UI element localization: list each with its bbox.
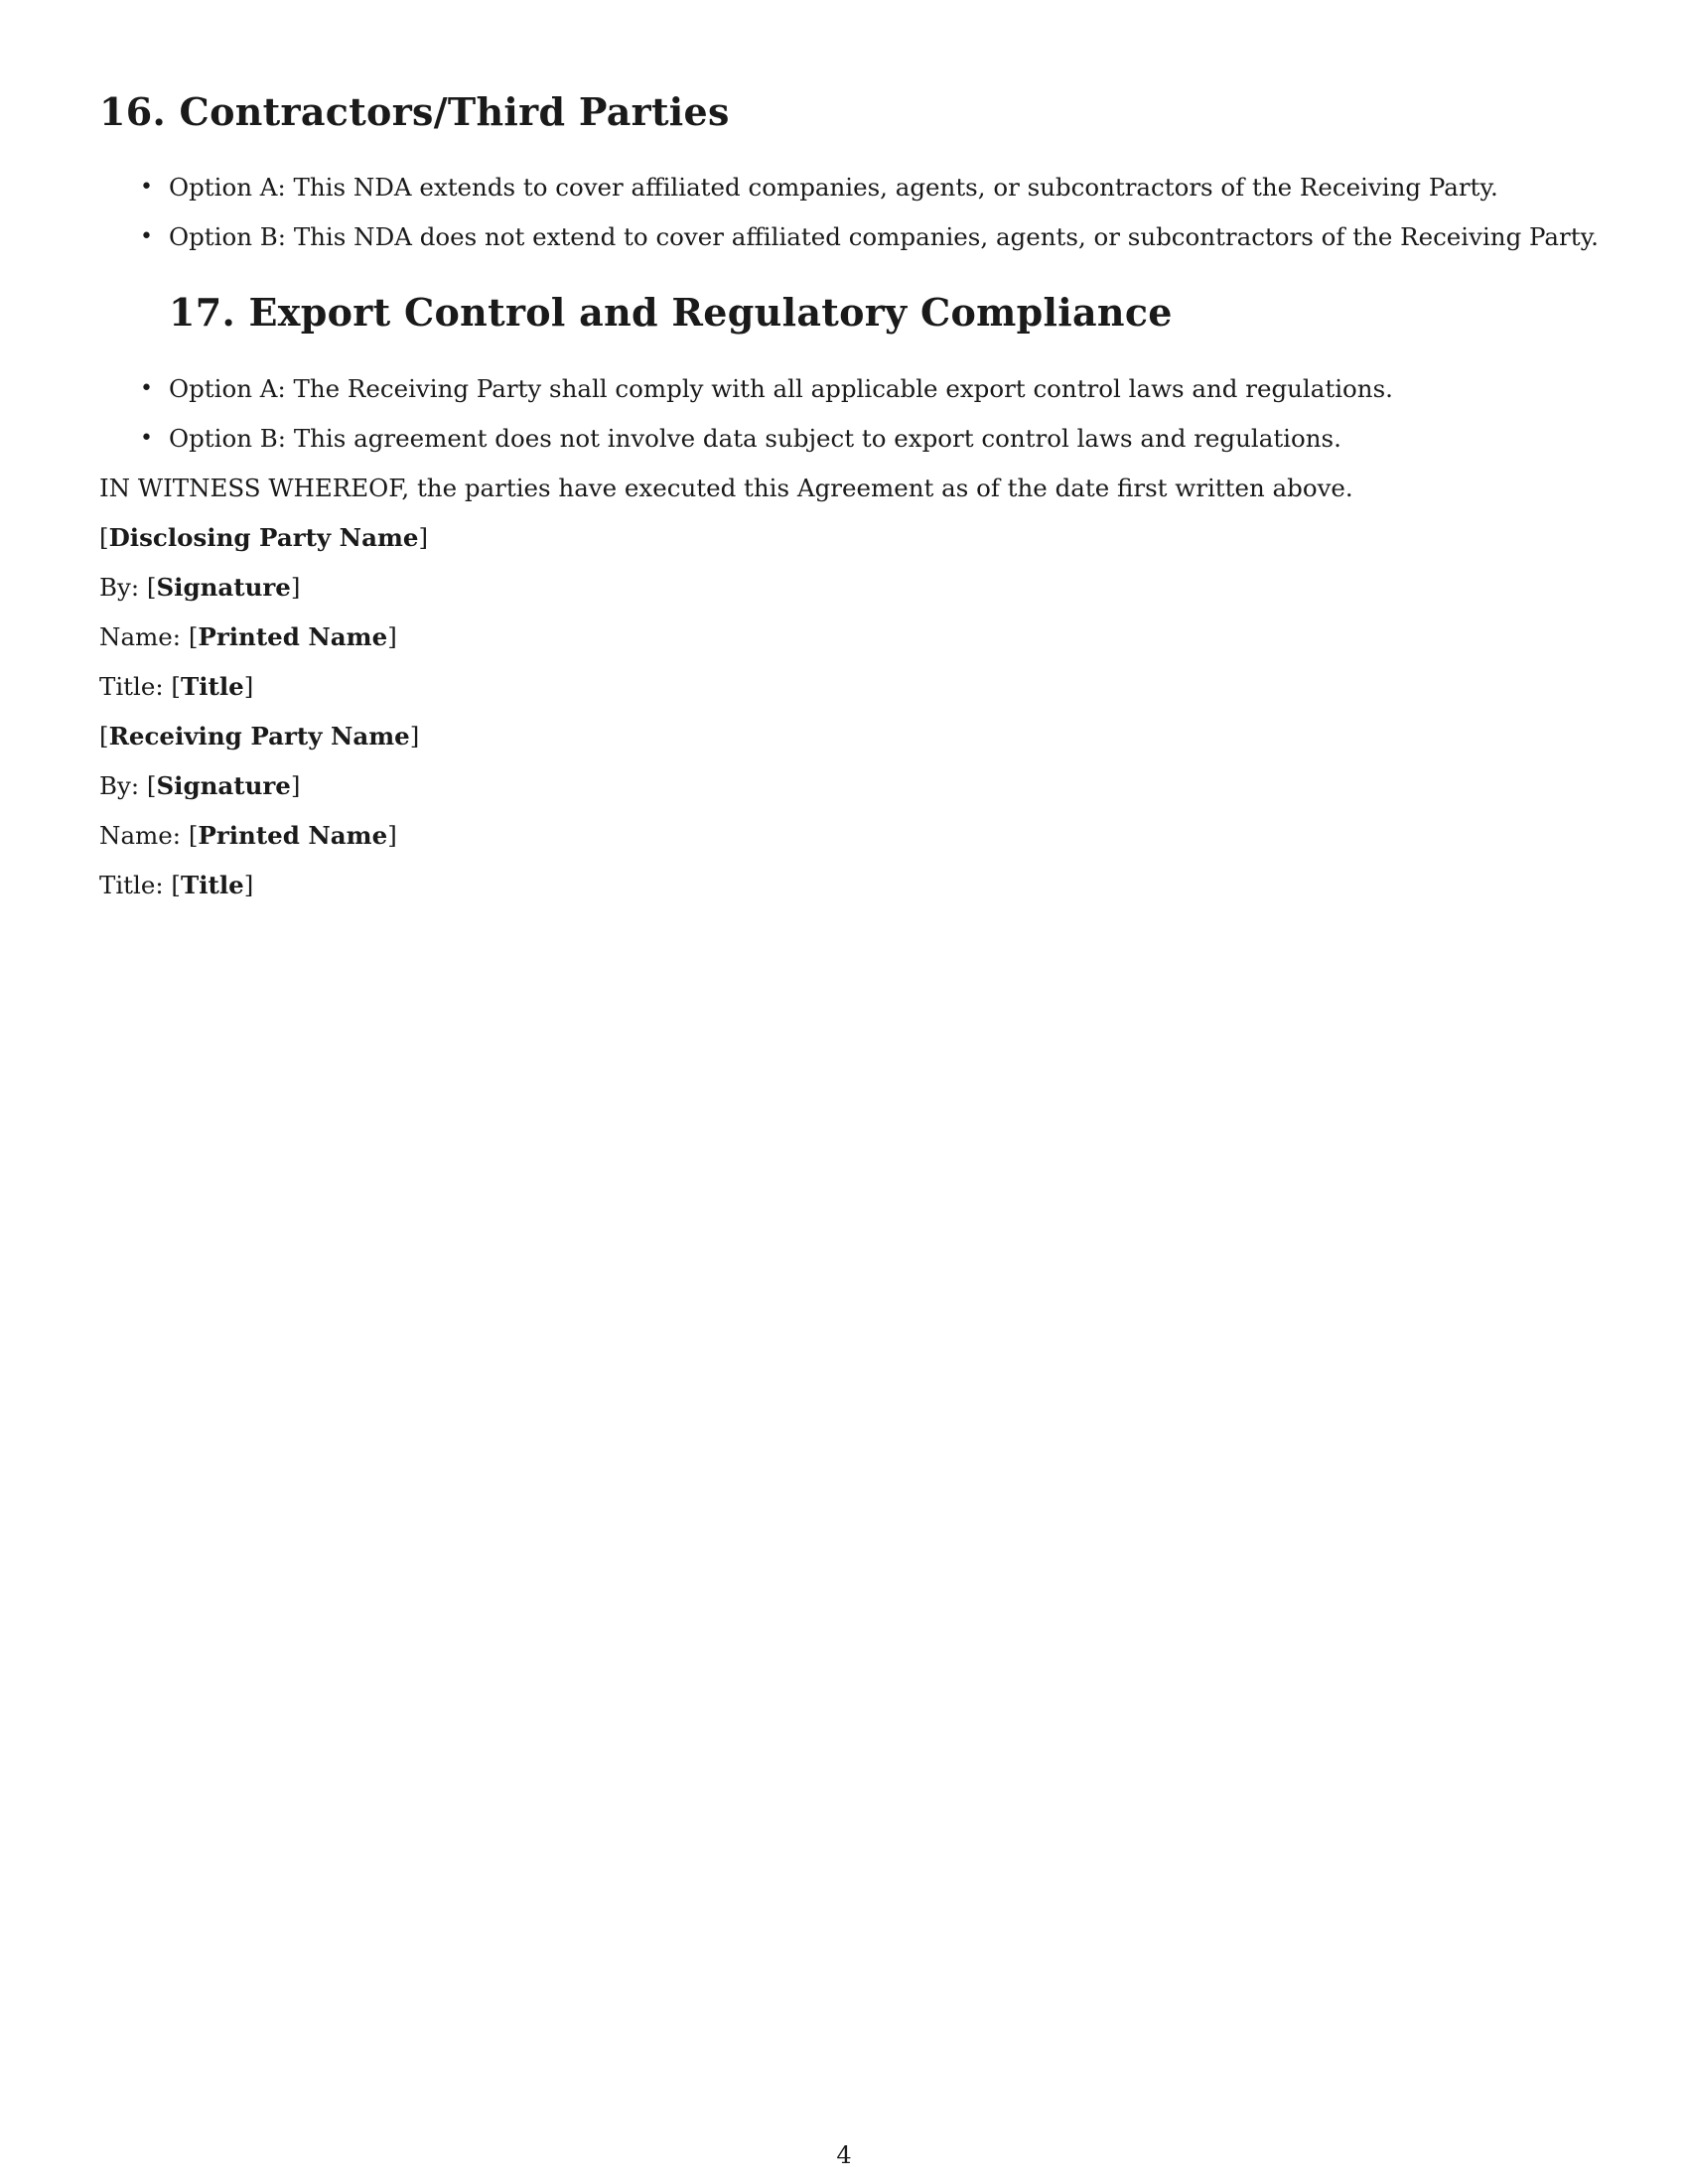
bullet-icon: • [140,175,153,200]
disclosing-printed-name-line [99,613,1353,662]
receiving-title-line [99,861,1353,910]
list-item [99,364,1393,414]
bracket-open: [ [188,821,199,850]
party-placeholder: Disclosing Party Name [108,523,419,552]
list-item [99,212,1599,262]
title-label: Title: [99,672,172,701]
bracket-close: ] [243,871,254,899]
title-placeholder: Title [180,672,244,701]
name-label: Name: [99,821,189,850]
title-placeholder: Title [180,871,244,899]
receiving-party-name [99,712,1353,761]
bullet-icon: • [140,224,153,249]
option-list-contractors [99,163,1599,262]
bracket-open: [ [171,672,181,701]
page-number: 4 [836,2141,852,2169]
bracket-close: ] [387,622,397,651]
bracket-close: ] [243,672,254,701]
option-text: Option B: This agreement does not involve data subject to export control laws and regulations. [169,424,1341,453]
printed-name-placeholder: Printed Name [198,821,388,850]
bracket-close: ] [409,722,420,751]
signature-placeholder: Signature [156,573,291,602]
name-label: Name: [99,622,189,651]
bullet-icon: • [140,376,153,401]
bracket-open: [ [99,523,109,552]
bracket-close: ] [290,573,301,602]
title-label: Title: [99,871,172,899]
signature-placeholder: Signature [156,771,291,800]
disclosing-signature-line [99,563,1353,613]
list-item [99,163,1599,212]
option-text: Option A: The Receiving Party shall comply with all applicable export control laws and regulations. [169,374,1393,403]
bracket-open: [ [99,722,109,751]
bracket-open: [ [188,622,199,651]
bracket-open: [ [146,771,157,800]
bracket-close: ] [418,523,429,552]
bullet-icon: • [140,426,153,451]
bracket-open: [ [171,871,181,899]
bracket-close: ] [290,771,301,800]
list-item [99,414,1393,464]
closing-section [99,464,1353,910]
bracket-close: ] [387,821,397,850]
option-text: Option B: This NDA does not extend to cover affiliated companies, agents, or subcontractors of the Receiving Party. [169,222,1599,251]
printed-name-placeholder: Printed Name [198,622,388,651]
by-label: By: [99,573,147,602]
receiving-printed-name-line [99,811,1353,861]
witness-statement: IN WITNESS WHEREOF, the parties have executed this Agreement as of the date first written above. [99,474,1353,502]
section-heading-export-control: 17. Export Control and Regulatory Compliance [169,290,1173,335]
section-heading-contractors: 16. Contractors/Third Parties [99,89,730,134]
disclosing-party-name [99,513,1353,563]
bracket-open: [ [146,573,157,602]
document-page [99,0,1599,2184]
receiving-signature-line [99,761,1353,811]
option-list-export-control [99,364,1393,464]
option-text: Option A: This NDA extends to cover affiliated companies, agents, or subcontractors of the Receiving Party. [169,173,1498,202]
party-placeholder: Receiving Party Name [108,722,410,751]
by-label: By: [99,771,147,800]
disclosing-title-line [99,662,1353,712]
